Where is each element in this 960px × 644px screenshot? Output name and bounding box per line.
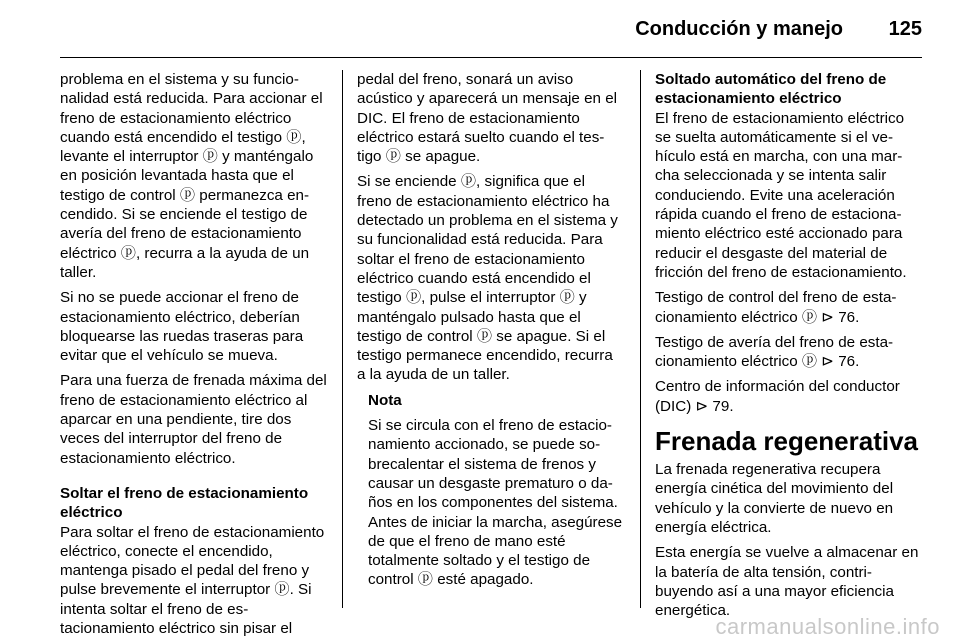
cross-reference: Centro de información del conductor (DIC) ⊳ 79.	[655, 378, 900, 415]
heading-regenerative-braking: Frenada regenerativa	[655, 426, 919, 457]
column-1	[60, 70, 332, 644]
paragraph: pedal del freno, sonará un aviso acústico y aparecerá un mensaje en el DIC. El freno de estacionamiento eléctrico estará suelto cuando el testigo ⓟ se apague.	[357, 71, 618, 166]
subheading-auto-release: Soltado automático del freno de estacionamiento eléctrico	[655, 71, 887, 108]
watermark: carmanualsonline.info	[715, 614, 940, 639]
subheading-release: Soltar el freno de estacionamiento eléctrico	[60, 484, 309, 522]
page-header	[0, 0, 960, 60]
note-box	[368, 391, 623, 590]
column-3	[655, 70, 920, 626]
note-text: Si se circula con el freno de estacionamiento accionado, se puede sobrecalentar el sistema de frenos y causar un desgaste prematuro o daños en los componentes del sistema. Antes de iniciar la marcha, asegúrese de que el freno de mano esté totalmente soltado y el testigo de control ⓟ esté apagado.	[368, 417, 623, 589]
paragraph: Esta energía se vuelve a almacenar en la batería de alta tensión, contribuyendo así a una mayor eficiencia energética.	[655, 544, 919, 620]
paragraph: problema en el sistema y su funcionalidad está reducida. Para accionar el freno de estacionamiento eléctrico cuando está encendido el testigo ⓟ, levante el interruptor ⓟ y manténgalo en posición levantada hasta que el testigo de control ⓟ permanezca encendido. Si se enciende el testigo de avería del freno de estacionamiento eléctrico ⓟ, recurra a la ayuda de un taller.	[60, 71, 323, 281]
column-divider	[640, 70, 641, 608]
section-title: Conducción y manejo	[635, 18, 843, 40]
paragraph: La frenada regenerativa recupera energía cinética del movimiento del vehículo y la convierte de nuevo en energía eléctrica.	[655, 461, 894, 536]
paragraph: Para una fuerza de frenada máxima del freno de estacionamiento eléctrico al aparcar en una pendiente, tire dos veces del interruptor del freno de estacionamiento eléctrico.	[60, 372, 327, 467]
paragraph: Para soltar el freno de estacionamiento eléctrico, conecte el encendido, mantenga pisado el pedal del freno y pulse brevemente el interruptor ⓟ. Si intenta soltar el freno de estacionamiento eléctrico sin pisar el	[60, 523, 325, 638]
note-title: Nota	[368, 391, 402, 409]
paragraph: Si no se puede accionar el freno de estacionamiento eléctrico, deberían bloquearse las ruedas traseras para evitar que el vehículo se mueva.	[60, 289, 304, 365]
cross-reference: Testigo de avería del freno de estacionamiento eléctrico ⓟ ⊳ 76.	[655, 333, 894, 371]
paragraph: Si se enciende ⓟ, significa que el freno de estacionamiento eléctrico ha detectado un problema en el sistema y su funcionalidad está reducida. Para soltar el freno de estacionamiento eléctrico cuando está encendido el testigo ⓟ, pulse el interruptor ⓟ y manténgalo pulsado hasta que el testigo de control ⓟ se apague. Si el testigo permanece encendido, recurra a la ayuda de un taller.	[357, 173, 618, 384]
page-number: 125	[888, 18, 922, 40]
paragraph: El freno de estacionamiento eléctrico se suelta automáticamente si el vehículo está en marcha, con una marcha seleccionada y se intenta salir conduciendo. Evite una aceleración rápida cuando el freno de estacionamiento eléctrico esté accionado para reducir el desgaste del material de fricción del freno de estacionamiento.	[655, 109, 907, 281]
cross-reference: Testigo de control del freno de estacionamiento eléctrico ⓟ ⊳ 76.	[655, 289, 897, 326]
header-rule	[60, 57, 922, 58]
column-divider	[342, 70, 343, 608]
column-2	[357, 70, 623, 596]
